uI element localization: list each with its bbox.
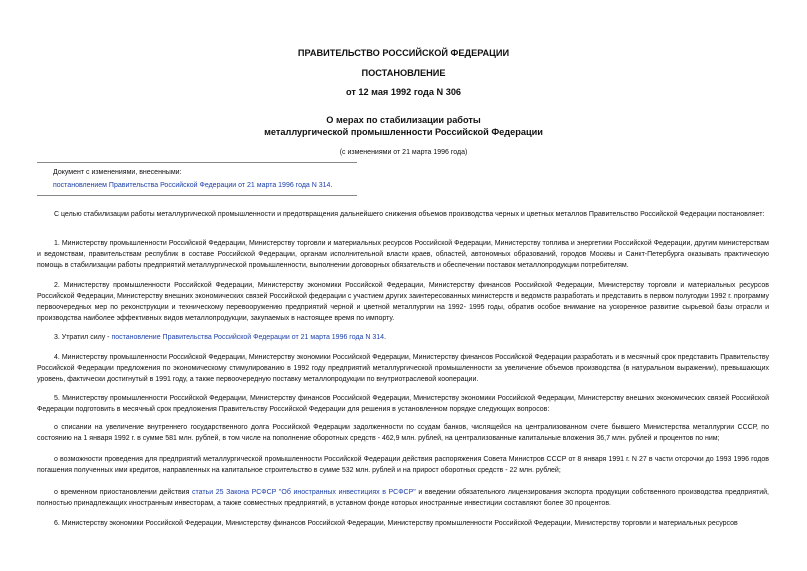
doc-type-heading: ПОСТАНОВЛЕНИЕ bbox=[361, 68, 446, 78]
paragraph-6: 6. Министерству экономики Российской Федерации, Министерству финансов Российской Федерации, Министерству промышленности Российской Федерации, Министерству торговли и материальных ресурсов bbox=[54, 520, 738, 527]
note-bottom-divider bbox=[37, 195, 357, 196]
note-top-divider bbox=[37, 162, 357, 163]
paragraph-3-suffix: . bbox=[384, 334, 387, 341]
amendments-note: (с изменениями от 21 марта 1996 года) bbox=[339, 149, 468, 156]
foreign-investment-law-link[interactable]: статьи 25 Закона РСФСР "Об иностранных инвестициях в РСФСР" bbox=[191, 489, 416, 496]
amendment-note-suffix: . bbox=[330, 182, 333, 189]
amendment-note-text: Документ с изменениями, внесенными: bbox=[53, 169, 182, 176]
title-line-1: О мерах по стабилизации работы bbox=[326, 115, 481, 125]
paragraph-5b: о возможности проведения для предприятий металлургической промышленности Российской Федерации действия распоряжения Совета Министров СССР от 8 января 1991 г. N 27 в части отсрочки до 1993 1996 годов погашения полученных ими кредитов, направленных на капитальное строительство в сумме 532 млн. рублей и на прирост оборотных средств - 22 млн. рублей; bbox=[37, 456, 769, 474]
paragraph-2: 2. Министерству промышленности Российской Федерации, Министерству экономики Российской Федерации, Министерству финансов Российской Федерации, Министерству торговли и материальных ресурсов Российской Федерации, Министерству внешних экономических связей Российской федерации с участием других заинтересованных министерств и ведомств разработать и представить в первом полугодии 1992 г. программу первоочередных мер по реконструкции и техническому перевооружению предприятий черной и цветной металлургии на 1992- 1995 годы, обратив особое внимание на ускоренное развитие сырьевой базы отрасли и производства наиболее эффективных видов металлопродукции, закупаемых в настоящее время по импорту. bbox=[37, 282, 769, 322]
paragraph-4: 4. Министерству промышленности Российской Федерации, Министерству экономики Российской Федерации, Министерству финансов Российской Федерации разработать и в месячный срок представить Правительству Российской Федерации предложения по экономическому стимулированию в 1992 году предприятий металлургической промышленности за увеличение объемов производства (в натуральном выражении), превышающих уровень, фактически достигнутый в 1991 году, а также первоочередную поставку металлопродукции по внутриотраслевой кооперации. bbox=[37, 354, 769, 383]
amendment-note-line bbox=[53, 181, 332, 190]
intro-paragraph: С целью стабилизации работы металлургической промышленности и предотвращения дальнейшего снижения объемов производства черных и цветных металлов Правительство Российской Федерации постановляет: bbox=[54, 211, 765, 218]
paragraph-1: 1. Министерству промышленности Российской Федерации, Министерству торговли и материальных ресурсов Российской Федерации, Министерству топлива и энергетики Российской Федерации, другим министерствам и ведомствам, правительствам республик в составе Российской Федерации, органам исполнительной власти краев, областей, автономных образований, городов Москвы и Санкт-Петербурга оказывать практическую помощь в стабилизации работы предприятий металлургической промышленности, выполнении договорных обязательств и обеспечении поставок металлопродукции потребителям. bbox=[37, 240, 769, 269]
government-heading: ПРАВИТЕЛЬСТВО РОССИЙСКОЙ ФЕДЕРАЦИИ bbox=[297, 48, 510, 58]
paragraph-5c-suffix: и введении обязательного лицензирования экспорта продукции собственного производства предприятий, полностью принадлежащих иностранным инвесторам, а также совместных предприятий, в уставном фонде которых иностранные инвестиции составляют более 30 процентов. bbox=[37, 489, 769, 507]
date-number-heading: от 12 мая 1992 года N 306 bbox=[345, 87, 462, 97]
paragraph-3 bbox=[37, 332, 769, 343]
paragraph-3-prefix: 3. Утратил силу - bbox=[54, 334, 112, 341]
title-line-2: металлургической промышленности Российской Федерации bbox=[264, 127, 543, 137]
amendment-decree-link[interactable]: постановлением Правительства Российской Федерации от 21 марта 1996 года N 314 bbox=[53, 182, 331, 189]
paragraph-5c bbox=[37, 487, 769, 509]
paragraph-5a: о списании на увеличение внутреннего государственного долга Российской Федерации задолженности по ссудам банков, числящейся на централизованном счете бывшего Министерства металлургии СССР, по состоянию на 1 января 1992 г. в сумме 581 млн. рублей, в том числе на пополнение оборотных средств - 462,9 млн. рублей, на централизованные капитальные вложения 36,7 млн. рублей и процентов по ним; bbox=[37, 424, 769, 442]
paragraph-5c-prefix: о временном приостановлении действия bbox=[54, 489, 192, 496]
repeal-decree-link[interactable]: постановление Правительства Российской Федерации от 21 марта 1996 года N 314 bbox=[111, 334, 385, 341]
paragraph-5: 5. Министерству промышленности Российской Федерации, Министерству финансов Российской Федерации, Министерству экономики Российской Федерации, Министерству внешних экономических связей Российской Федерации подготовить в месячный срок предложения Правительству Российской Федерации для решения в установленном порядке следующих вопросов: bbox=[37, 395, 769, 413]
